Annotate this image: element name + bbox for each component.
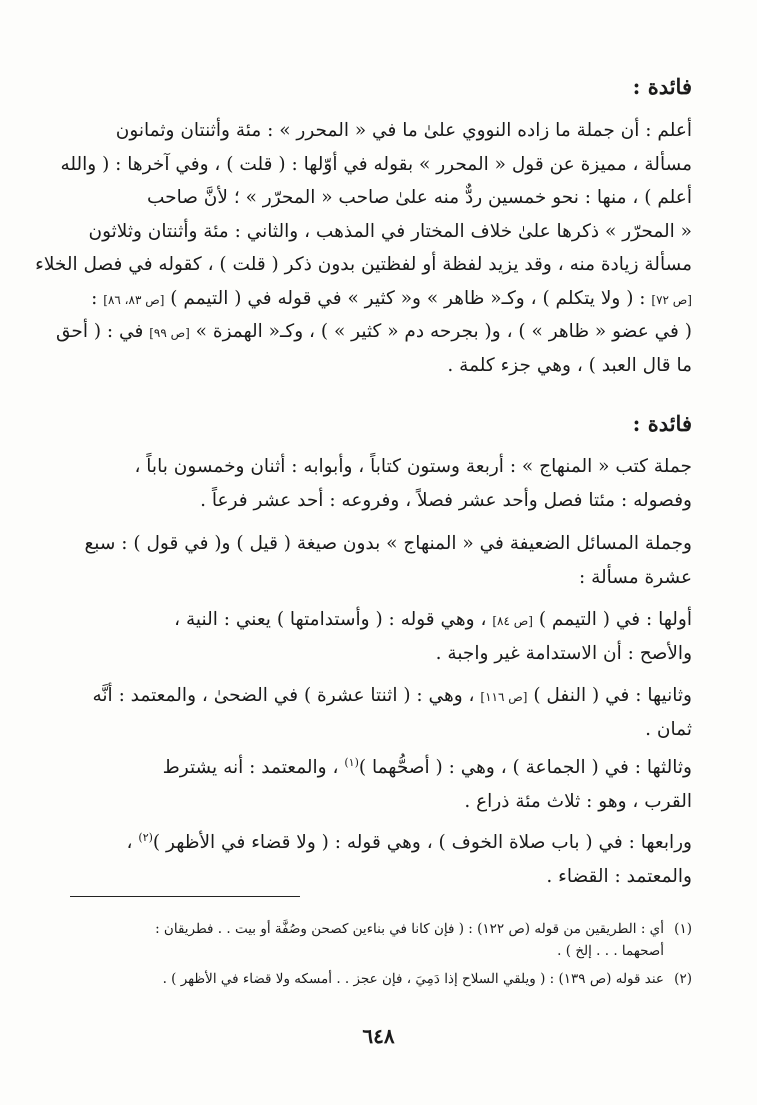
footnote-number: (٢) [674, 971, 692, 987]
text-line [70, 282, 692, 316]
section-heading: فائدة : [632, 74, 692, 99]
book-page [35, 0, 692, 1105]
page-number: ٦٤٨ [362, 1024, 395, 1048]
page-reference: [ص ٧٢] [651, 292, 692, 307]
footnote-text: عند قوله (ص ١٣٩) : ( ويلقي السلاح إذا دَمِيَ ، فإن عجز . . أمسكه ولا قضاء في الأظهر ) . [162, 971, 664, 987]
text-segment: أولها : في ( التيمم ) [532, 609, 692, 630]
text-line: والمعتمد : القضاء . [546, 865, 692, 887]
text-segment: : ( ولا يتكلم ) ، وكـ« ظاهر » و« كثير » في قوله في ( التيمم ) [164, 287, 652, 309]
text-segment: وثالثها : في ( الجماعة ) ، وهي : ( أصحُّهما ) [358, 757, 692, 778]
text-segment: ، والمعتمد : أنه يشترط [162, 757, 345, 778]
page-reference: [ص ٨٣، ٨٦] [103, 292, 165, 307]
text-line: وفصوله : مئتا فصل وأحد عشر فصلاً ، وفروعه : أحد عشر فرعاً . [200, 489, 692, 511]
footnote-text: أصحهما . . . إلخ ) . [557, 943, 664, 959]
page-reference: [ص ٨٤] [492, 614, 533, 628]
text-segment: ، وهي : ( اثنتا عشرة ) في الضحىٰ ، والمعتمد : أنَّه [92, 685, 481, 706]
text-segment: ، وهي قوله : ( وأستدامتها ) يعني : النية ، [174, 609, 493, 630]
section-heading: فائدة : [632, 411, 692, 436]
footnote-marker: (٢) [138, 830, 153, 844]
text-segment: وثانيها : في ( النفل ) [527, 685, 692, 706]
footnote-number: (١) [674, 921, 692, 937]
paragraph-first-issue [70, 603, 692, 670]
footnote-line [70, 918, 692, 940]
text-line: « المحرّر » ذكرها علىٰ خلاف المختار في المذهب ، والثاني : مئة وأثنتان وثلاثون [88, 220, 692, 242]
footnote-marker: (١) [344, 755, 359, 769]
paragraph-book-structure [70, 450, 692, 517]
paragraph-third-issue [70, 751, 692, 818]
page-reference: [ص ٩٩] [149, 326, 190, 340]
page-reference: [ص ١١٦] [480, 690, 528, 704]
footnote-line [70, 968, 692, 990]
text-line: أعلم : أن جملة ما زاده النووي علىٰ ما في « المحرر » : مئة وأثنتان وثمانون [115, 120, 692, 141]
text-line: ثمان . [645, 718, 692, 740]
footnote-divider [70, 896, 300, 897]
text-line: عشرة مسألة : [578, 566, 692, 588]
text-line [70, 679, 692, 713]
text-line: القرب ، وهو : ثلاث مئة ذراع . [464, 790, 692, 812]
text-line: مسألة ، مميزة عن قول « المحرر » بقوله في أوّلها : ( قلت ) ، وفي آخرها : ( والله [60, 153, 692, 175]
paragraph-fourth-issue [70, 826, 692, 893]
text-line: مسألة زيادة منه ، وقد يزيد لفظة أو لفظتين بدون ذكر ( قلت ) ، كقوله في فصل الخلاء [35, 254, 692, 275]
paragraph-weak-issues [70, 527, 692, 594]
paragraph-second-issue [70, 679, 692, 746]
text-line [70, 826, 692, 860]
text-segment: ( في عضو « ظاهر » ) ، و( بجرحه دم « كثير » ) ، وكـ« الهمزة » [189, 321, 692, 342]
text-line [70, 603, 692, 637]
text-segment: في : ( أحق [55, 321, 150, 342]
text-line: جملة كتب « المنهاج » : أربعة وستون كتاباً ، وأبوابه : أثنان وخمسون باباً ، [134, 456, 692, 477]
text-segment: ورابعها : في ( باب صلاة الخوف ) ، وهي قوله : ( ولا قضاء في الأظهر ) [152, 832, 692, 853]
footnote-text: أي : الطريقين من قوله (ص ١٢٢) : ( فإن كانا في بناءين كصحن وصُفَّة أو بيت . . فطريقان : [155, 921, 664, 937]
footnote-line [70, 940, 692, 962]
text-line [70, 751, 692, 785]
paragraph-additions [35, 114, 692, 382]
text-segment: : [91, 287, 104, 309]
text-line: والأصح : أن الاستدامة غير واجبة . [435, 642, 692, 664]
text-line: أعلم ) ، منها : نحو خمسين ردٌّ منه علىٰ صاحب « المحرّر » ؛ لأنَّ صاحب [146, 187, 692, 208]
text-segment: ، [126, 832, 139, 853]
footnotes [70, 918, 692, 990]
text-line: وجملة المسائل الضعيفة في « المنهاج » بدون صيغة ( قيل ) و( في قول ) : سبع [84, 533, 692, 554]
text-line [55, 315, 692, 349]
text-line: ما قال العبد ) ، وهي جزء كلمة . [447, 354, 692, 376]
